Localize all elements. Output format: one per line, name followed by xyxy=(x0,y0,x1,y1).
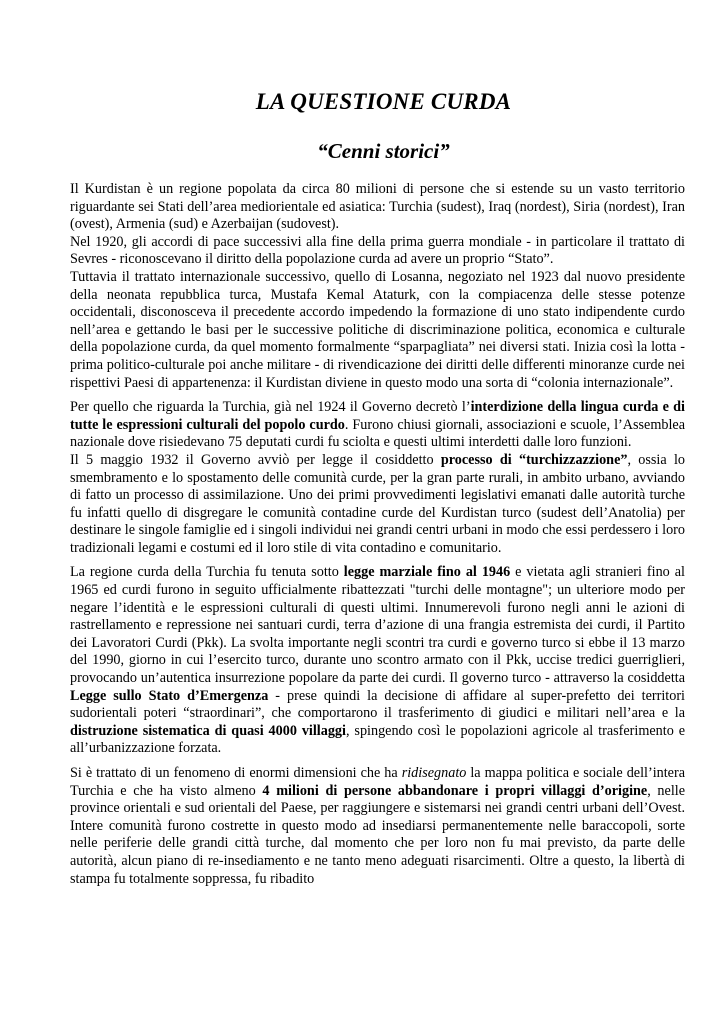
paragraph-text: , ossia lo smembramento e lo spostamento delle comunità curde, per la gran parte rurali, in ambito urbano, avviando di fatto un processo di assimilazione. Uno dei primi provvedimenti legislativi emanati dalle autorità turche fu infatti quello di disgregare le comunità contadine curde del Kurdistan turco (sudest dell’Anatolia) per destinare le singole famiglie ed i singoli individui nei grandi centri urbani in modo che essi perdessero i loro tradizionali legami e costumi ed il loro stile di vita contadino e comunitario. xyxy=(70,451,685,556)
paragraph-text: Nel 1920, gli accordi di pace successivi alla fine della prima guerra mondiale - in particolare il trattato di Sevres - riconoscevano il diritto della popolazione curda ad avere un proprio “Stato”. xyxy=(70,233,685,268)
document-subtitle: “Cenni storici” xyxy=(317,139,450,163)
paragraph-text: la mappa politica e sociale dell’intera Turchia e che ha visto almeno xyxy=(70,765,685,799)
bold-text: Legge sullo Stato d’Emergenza xyxy=(70,687,269,704)
paragraph-text: Si è trattato di un fenomeno di enormi dimensioni che ha xyxy=(70,765,402,781)
paragraph-text: e vietata agli stranieri fino al 1965 ed curdi furono in seguito ufficialmente ribattezzati "turchi delle montagne"; un ulteriore modo per negare l’identità e le espressioni culturali di questi ultimi. Innumerevoli furono negli anni le azioni di rastrellamento e repressione nei santuari curdi, terra d’azione di una frangia estremista dei curdi, il Partito dei Lavoratori Curdi (Pkk). La svolta importante negli scontri tra curdi e governo turco si ebbe il 13 marzo del 1990, giorno in cui l’esercito turco, durante uno scontro armato con il Pkk, uccise tredici guerriglieri, provocando un’autentica insurrezione popolare da parte dei curdi. Il governo turco - attraverso la cosiddetta xyxy=(70,564,685,687)
body-paragraph xyxy=(70,564,685,758)
body-paragraph xyxy=(70,765,685,888)
bold-text: legge marziale fino al 1946 xyxy=(343,564,511,581)
bold-text: processo di “turchizzazzione” xyxy=(440,451,628,468)
bold-text: distruzione sistematica di quasi 4000 villaggi xyxy=(70,722,346,739)
body-paragraph xyxy=(70,234,685,269)
body-paragraph xyxy=(70,452,685,558)
bold-text: 4 milioni di persone abbandonare i propri villaggi d’origine xyxy=(262,782,648,799)
paragraph-text: , nelle province orientali e sud orientali del Paese, per raggiungere e sistemarsi nei grandi centri urbani dell’Ovest. Intere comunità furono costrette in questo modo ad insediarsi permanentemente nelle baraccopoli, sorte nelle periferie delle grandi città turche, dal momento che per loro non fu mai previsto, da parte delle autorità, alcun piano di re-insediamento e ne tanto meno adeguati risarcimenti. Oltre a questo, la libertà di stampa fu totalmente soppressa, fu ribadito xyxy=(70,782,685,887)
paragraph-text: - prese quindi la decisione di affidare al super-prefetto dei territori sudorientali poteri “straordinari”, che comportarono il trasferimento di giudici e militari nell’area e la xyxy=(70,687,685,722)
paragraph-text: Tuttavia il trattato internazionale successivo, quello di Losanna, negoziato nel 1923 dal nuovo presidente della neonata repubblica turca, Mustafa Kemal Ataturk, con la compiacenza delle stesse potenze occidentali, disconosceva il precedente accordo impedendo la formazione di uno stato indipendente curdo nell’area e gettando le basi per le successive politiche di discriminazione politica, economica e culturale della popolazione curda, da quel momento formalmente “sparpagliata” nei diversi stati. Inizia così la lotta - prima politico-culturale poi anche militare - di rivendicazione dei diritti delle differenti minoranze curde nei rispettivi Paesi di appartenenza: il Kurdistan diviene in questo modo una sorta di “colonia internazionale”. xyxy=(70,268,685,391)
paragraph-text: Il Kurdistan è un regione popolata da circa 80 milioni di persone che si estende su un vasto territorio riguardante sei Stati dell’area mediorientale ed asiatica: Turchia (sudest), Iraq (nordest), Siria (nordest), Iran (ovest), Armenia (sud) e Azerbaijan (sudovest). xyxy=(70,181,685,233)
paragraph-text: , spingendo così le popolazioni agricole al trasferimento e all’urbanizzazione forzata. xyxy=(70,722,685,757)
body-paragraph xyxy=(70,269,685,392)
bold-text: interdizione della lingua curda e di tutte le espressioni culturali del popolo curdo xyxy=(70,399,685,433)
document-body xyxy=(70,181,685,888)
paragraph-text: Il 5 maggio 1932 il Governo avviò per legge il cosiddetto xyxy=(70,451,441,468)
paragraph-text: . Furono chiusi giornali, associazioni e scuole, l’Assemblea nazionale dove risiedevano 75 deputati curdi fu sciolta e questi ultimi interdetti dalle loro funzioni. xyxy=(70,416,685,451)
document-title: LA QUESTIONE CURDA xyxy=(255,89,512,114)
body-paragraph xyxy=(70,181,685,234)
paragraph-text: La regione curda della Turchia fu tenuta sotto xyxy=(70,564,344,581)
body-paragraph xyxy=(70,399,685,452)
italic-text: ridisegnato xyxy=(401,765,467,781)
paragraph-text: Per quello che riguarda la Turchia, già nel 1924 il Governo decretò l’ xyxy=(70,399,471,416)
